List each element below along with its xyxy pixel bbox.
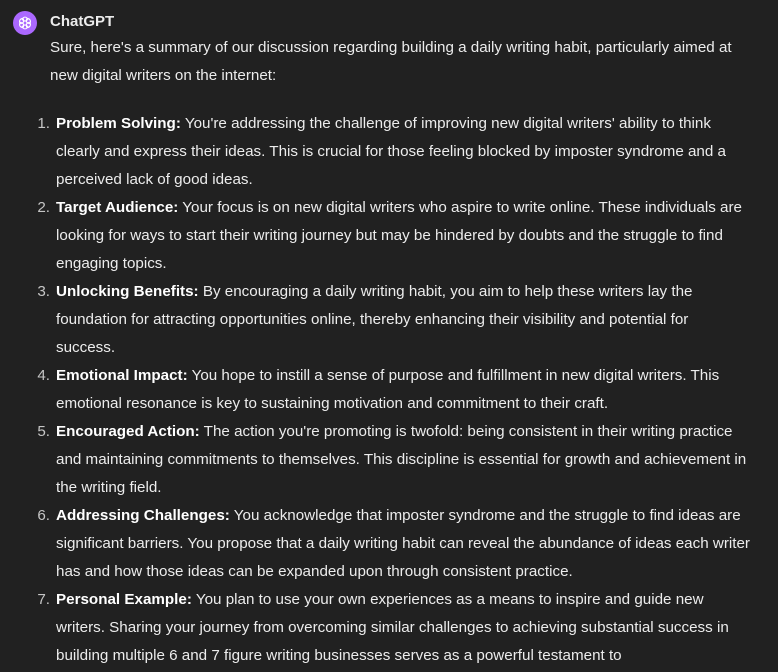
point-title: Addressing Challenges: (56, 507, 230, 524)
intro-paragraph: Sure, here's a summary of our discussion regarding building a daily writing habit, particularly aimed at new digital writers on the internet: (50, 39, 732, 84)
point-text: You're addressing the challenge of improving new digital writers' ability to think clearly and express their ideas. This is crucial for those feeling blocked by imposter syndrome and a perceived lack of good ideas. (56, 115, 726, 188)
list-item (37, 278, 750, 362)
avatar (13, 11, 37, 35)
point-title: Personal Example: (56, 591, 192, 608)
point-text: You acknowledge that imposter syndrome and the struggle to find ideas are significant barriers. You propose that a daily writing habit can reveal the abundance of ideas each writer has and how those ideas can be expanded upon through consistent practice. (56, 507, 750, 580)
summary-list (37, 110, 750, 670)
list-number: 5 . (36, 418, 50, 446)
point-text: You plan to use your own experiences as a means to inspire and guide new writers. Sharing your journey from overcoming similar challenges to achieving substantial success in building multiple 6 and 7 figure writing businesses serves as a powerful testament to (56, 591, 729, 664)
point-text: You hope to instill a sense of purpose and fulfillment in new digital writers. This emotional resonance is key to sustaining motivation and commitment to their craft. (56, 367, 720, 412)
point-title: Unlocking Benefits: (56, 283, 199, 300)
list-item (37, 418, 750, 502)
point-title: Target Audience: (56, 199, 179, 216)
list-number: 7 . (36, 586, 50, 614)
point-title: Encouraged Action: (56, 423, 200, 440)
point-text: Your focus is on new digital writers who aspire to write online. These individuals are looking for ways to start their writing journey but may be hindered by doubts and the struggle to find engaging topics. (56, 199, 743, 272)
message-content (37, 34, 750, 670)
point-title: Problem Solving: (56, 115, 181, 132)
point-text: By encouraging a daily writing habit, you aim to help these writers lay the foundation for attracting opportunities online, thereby enhancing their visibility and potential for success. (56, 283, 693, 356)
list-item (37, 586, 750, 670)
list-item (37, 194, 750, 278)
list-number: 1 . (36, 110, 50, 138)
list-number: 3 . (36, 278, 50, 306)
list-item (37, 502, 750, 586)
list-item (37, 110, 750, 194)
point-title: Emotional Impact: (56, 367, 188, 384)
point-text: The action you're promoting is twofold: being consistent in their writing practice and maintaining commitments to themselves. This discipline is essential for growth and achievement in the writing field. (56, 423, 747, 496)
openai-logo-icon (17, 15, 33, 31)
list-number: 4 . (36, 362, 50, 390)
list-number: 2 . (36, 194, 50, 222)
author-name: ChatGPT (50, 13, 115, 30)
list-number: 6 . (36, 502, 50, 530)
list-item (37, 362, 750, 418)
